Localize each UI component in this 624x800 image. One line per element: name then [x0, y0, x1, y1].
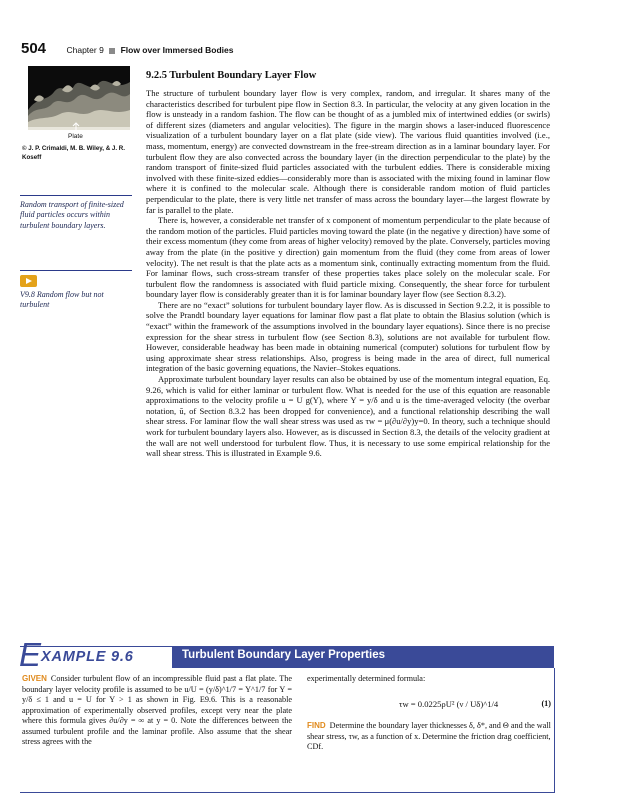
section-title: 9.2.5 Turbulent Boundary Layer Flow	[146, 70, 317, 81]
paragraph: There is, however, a considerable net transfer of x component of momentum perpendicular to the plate because of the random motion of the particles. Fluid particles moving toward the plate (in the negative y direction) have some of their excess momentum (they come from areas of higher velocity) removed by the plate. Conversely, particles moving away from the plate (in the positive y direction) gain momentum from the fluid (they come from areas of lower velocity). The net result is that the plate acts as a momentum sink, continually extracting momentum from the fluid. For laminar flows, such cross-stream transfer of these properties takes place solely on the molecular scale. For turbulent flow the randomness is associated with fluid particle mixing. Consequently, the shear force for turbulent boundary layer flow is considerably greater than it is for laminar boundary layer flow (see Section 8.3.2).	[146, 215, 550, 300]
margin-note-video[interactable]	[20, 270, 132, 331]
paragraph: Approximate turbulent boundary layer results can also be obtained by use of the momentum integral equation, Eq. 9.26, which is valid for either laminar or turbulent flow. What is needed for the use of this equation are reasonable approximations to the velocity profile u = U g(Y), where Y = y/δ and u is the time-averaged velocity (the overbar notation, ū, of Section 8.3.2 has been dropped for convenience), and a functional relationship describing the wall shear stress. For laminar flow the wall shear stress was used as τw = μ(∂u/∂y)y=0. In theory, such a technique should work for turbulent boundary layers also. However, as is discussed in Section 8.3, the details of the velocity gradient at the wall are not well understood for turbulent flow. Thus, it is necessary to use some empirical relationship for the wall shear stress. This is illustrated in Example 9.6.	[146, 374, 550, 459]
example-body	[20, 668, 555, 793]
running-head	[66, 45, 233, 55]
find-label: FIND	[307, 721, 326, 730]
square-bullet-icon	[109, 48, 115, 54]
equation-number: (1)	[541, 698, 551, 708]
example-find-column	[307, 674, 551, 753]
example-given-column	[22, 674, 292, 748]
video-play-icon[interactable]	[20, 275, 37, 287]
page-header	[21, 40, 233, 58]
example-label-box	[19, 636, 172, 673]
paragraph: There are no “exact” solutions for turbulent boundary layer flow. As is discussed in Section 9.2.2, it is possible to solve the Prandtl boundary layer equations for laminar flow past a flat plate to obtain the Blasius solution (which is “exact” within the framework of the assumptions involved in the boundary layer equations). Since there is no precise expression for the shear stress in turbulent flow (see Section 8.3), solutions are not available for turbulent flow. However, considerable headway has been made in obtaining numerical (computer) solutions for turbulent flow by using approximate shear stress relationships. Also, progress is being made in the area of direct, full numerical integration of the basic governing equations, the Navier–Stokes equations.	[146, 299, 550, 374]
given-text: Consider turbulent flow of an incompressible fluid past a flat plate. The boundary layer velocity profile is assumed to be u/U = (y/δ)^1/7 = Y^1/7 for Y = y/δ ≤ 1 and u = U for Y > 1 as shown in Fig. E9.6. This is a reasonable approximation of experimentally observed profiles, except very near the plate where this formula gives ∂u/∂y = ∞ at y = 0. Note the differences between the assumed turbulent profile and the laminar profile. Also assume that the shear stress agrees with the	[22, 674, 292, 746]
example-heading: Turbulent Boundary Layer Properties	[182, 649, 385, 661]
formula-intro: experimentally determined formula:	[307, 674, 426, 683]
example-banner	[19, 636, 554, 673]
figure-label: Plate	[68, 133, 83, 140]
given-label: GIVEN	[22, 674, 47, 683]
paragraph: The structure of turbulent boundary layer flow is very complex, random, and irregular. It shares many of the characteristics described for turbulent pipe flow in Section 8.3. In particular, the velocity at any given location in the flow is unsteady in a random fashion. The flow can be thought of as a jumbled mix of intertwined eddies (or swirls) of different sizes (diameters and angular velocities). The figure in the margin shows a laser-induced fluorescence visualization of a turbulent boundary layer on a flat plate (side view). The various fluid quantities involved (i.e., mass, momentum, energy) are convected downstream in the free-stream direction as in a laminar boundary layer. For turbulent flow they are also convected across the boundary layer (in the direction perpendicular to the plate) by the random transport of finite-sized fluid particles associated with the turbulent eddies. There is considerable mixing involved with these finite-sized eddies—considerably more than is associated with the mixing found in laminar flow where it is confined to the molecular scale. Although there is considerable random motion of fluid particles perpendicular to the plate, there is very little net transfer of mass across the boundary layer—the largest flowrate by far is parallel to the plate.	[146, 88, 550, 215]
video-caption: V9.8 Random flow but not turbulent	[20, 290, 104, 310]
example-initial: E	[19, 636, 42, 673]
chapter-label: Chapter 9	[66, 45, 104, 55]
formula-row	[307, 699, 551, 710]
page-number: 504	[21, 40, 47, 57]
figure-credit: © J. P. Crimaldi, M. B. Wiley, & J. R. Koseff	[22, 145, 125, 161]
example-number: XAMPLE 9.6	[41, 649, 134, 665]
section-body	[146, 88, 550, 459]
shear-stress-formula: τw = 0.0225ρU² (ν / Uδ)^1/4	[399, 698, 499, 709]
turbulent-boundary-layer-image	[28, 66, 130, 130]
chapter-title: Flow over Immersed Bodies	[120, 45, 234, 55]
find-text: Determine the boundary layer thicknesses δ, δ*, and Θ and the wall shear stress, τw, as a function of x. Determine the friction drag coefficient, CDf.	[307, 721, 551, 751]
margin-note-random-transport: Random transport of finite-sized fluid particles occurs within turbulent boundary layers.	[20, 195, 132, 258]
